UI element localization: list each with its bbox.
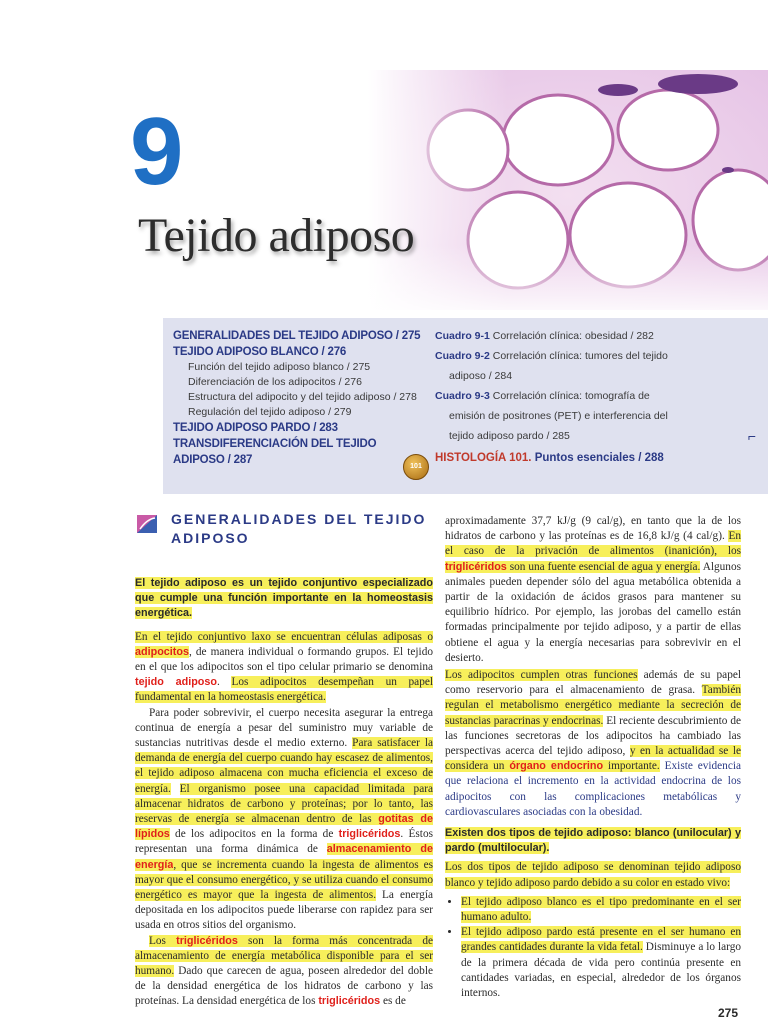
text-run: de los adipocitos en la forma de <box>169 828 339 841</box>
toc-subentry-link[interactable]: Regulación del tejido adiposo / 279 <box>188 406 352 418</box>
key-term: gotitas de lípidos <box>135 813 433 841</box>
text-run: La energía depositada en los adipocitos puede liberarse con rapidez para ser usada en otros sitios del organismo. <box>135 889 433 932</box>
text-run: son una fuente esencial de agua y energía. <box>506 560 701 573</box>
chapter-number: 9 <box>130 98 184 205</box>
text-run: , de manera individual o formando grupos. El tejido en el que los adipocitos son el tipo celular primario se denomina <box>135 645 433 674</box>
chapter-header <box>0 0 768 310</box>
box-title-continued: adiposo / 284 <box>449 370 513 382</box>
text-run: y en la actualidad se le considera un <box>445 745 741 773</box>
bullet-item <box>461 895 741 925</box>
paragraph <box>135 706 433 934</box>
text-run: es de <box>380 995 406 1008</box>
text-run: El tejido adiposo pardo está presente en el ser humano en grandes cantidades durante la vida fetal. <box>461 926 741 954</box>
left-column <box>135 510 433 1010</box>
section-heading: GENERALIDADES DEL TEJIDO ADIPOSO <box>135 510 433 548</box>
clinical-boxes-list <box>435 326 755 466</box>
key-term: tejido adiposo <box>135 676 217 689</box>
text-run: Los adipocitos desempeñan un papel fundamental en la homeostasis energética. <box>135 676 433 704</box>
histology-101-entry[interactable]: HISTOLOGÍA 101. Puntos esenciales / 288 <box>435 452 664 464</box>
clinical-box-entry[interactable] <box>435 346 755 386</box>
box-title: Correlación clínica: tumores del tejido <box>489 350 668 362</box>
box-title-continued: tejido adiposo pardo / 285 <box>449 430 570 442</box>
bullet-list <box>445 895 741 1001</box>
text-run: además de su papel como reservorio para el almacenamiento de grasa. <box>445 669 741 697</box>
text-run: . Éstos representan una forma dinámica de <box>135 828 433 856</box>
text-run: Existe evidencia que relaciona el incremento en la actividad endocrina de los adipocitos con las complicaciones metabólicas y cardiovasculares asociadas con la obesidad. <box>445 760 742 818</box>
text-run: Para poder sobrevivir, el cuerpo necesita asegurar la entrega continua de energía a pesar del suministro muy variable de sustancias nutritivas desde el medio externo. <box>135 706 433 750</box>
chapter-title: Tejido adiposo <box>138 209 415 262</box>
toc-heading-link[interactable]: TEJIDO ADIPOSO PARDO / 283 <box>173 422 338 434</box>
paragraph <box>445 668 741 820</box>
box-label: Cuadro 9-2 <box>435 350 490 362</box>
text-run: También regulan el metabolismo energético mediante la secreción de sustancias paracrinas y endocrinas. <box>445 684 741 727</box>
histology-101-badge-icon: 101 <box>403 454 429 480</box>
contents-list <box>173 328 420 468</box>
toc-subentry-link[interactable]: Diferenciación de los adipocitos / 276 <box>188 376 362 388</box>
text-run: Dado que carecen de agua, poseen alrededor del doble de la densidad energética de los hidratos de carbono y las proteínas. La densidad energética de los <box>135 965 433 1008</box>
toc-subentry-link[interactable]: Función del tejido adiposo blanco / 275 <box>188 361 371 373</box>
key-term: triglicéridos <box>338 828 401 841</box>
text-run: son la forma más concentrada de almacenamiento de energía metabólica disponible para el ser humano. <box>135 934 433 978</box>
toc-heading-link[interactable]: ADIPOSO / 287 <box>173 454 253 466</box>
text-run: Los adipocitos cumplen otras funciones <box>445 669 638 682</box>
key-term: adipocitos <box>135 645 189 658</box>
toc-heading-link[interactable]: TRANSDIFERENCIACIÓN DEL TEJIDO <box>173 438 377 450</box>
adipose-micrograph-image <box>368 70 768 310</box>
clinical-box-entry[interactable] <box>435 386 755 446</box>
box-label: Cuadro 9-1 <box>435 330 490 342</box>
text-run: Disminuye a lo largo de la primera década de vida pero continúa presente en cantidades variadas, en especial, alrededor de los órganos internos. <box>461 941 742 1000</box>
text-run: El organismo posee una capacidad limitada para almacenar hidratos de carbono y proteínas; por lo tanto, las reservas de energía se almacenan dentro de las <box>135 782 433 826</box>
box-title: Correlación clínica: tomografía de <box>489 390 650 402</box>
chapter-contents-box <box>163 318 768 494</box>
key-term: triglicéridos <box>176 934 238 947</box>
box-label: Cuadro 9-3 <box>435 390 490 402</box>
section-marker-icon <box>135 513 159 535</box>
text-run: En el caso de la privación de alimentos (inanición), los <box>445 530 741 558</box>
clinical-box-entry[interactable] <box>435 326 755 346</box>
text-run: Los <box>149 934 177 947</box>
decorative-curl-icon: ⌐ <box>747 428 756 444</box>
paragraph <box>135 934 433 1010</box>
page-number: 275 <box>718 1006 739 1020</box>
paragraph <box>445 514 741 666</box>
paragraph: Los dos tipos de tejido adiposo se denominan tejido adiposo blanco y tejido adiposo pardo debido a su color en estado vivo: <box>445 861 741 889</box>
paragraph <box>135 630 433 706</box>
text-run: Para satisfacer la demanda de energía del cuerpo cuando hay escasez de alimentos, el tejido adiposo almacena con mucha eficiencia el exceso de energía. <box>135 737 434 795</box>
text-run <box>171 783 180 795</box>
text-run: El tejido adiposo blanco es el tipo predominante en el ser humano adulto. <box>461 895 741 924</box>
toc-subentry-link[interactable]: Estructura del adipocito y del tejido adiposo / 278 <box>188 391 417 403</box>
text-run: importante. <box>603 760 660 773</box>
text-run: aproximadamente 37,7 kJ/g (9 cal/g), en tanto que la de los hidratos de carbono y las proteínas es de 16,8 kJ/g (4 cal/g). <box>445 515 741 543</box>
text-run: Algunos animales pueden depender sólo del agua metabólica obtenida a partir de la oxidación de ácidos grasos para mantener su equilibrio hídrico. Por ejemplo, las jorobas del camello están formadas principalmente por tejido adiposo, y a partir de ellas obtiene el agua y la energía necesarias para sobrevivir en el desierto. <box>445 560 741 664</box>
text-run: . <box>217 676 232 689</box>
text-run: El reciente descubrimiento de las funciones secretoras de los adipocitos ha cambiado las perspectivas acerca del tejido adiposo, <box>445 714 741 758</box>
toc-heading-link[interactable]: TEJIDO ADIPOSO BLANCO / 276 <box>173 346 347 358</box>
box-title-continued: emisión de positrones (PET) e interferencia del <box>449 410 668 422</box>
lead-statement: El tejido adiposo es un tejido conjuntivo especializado que cumple una función importante en la homeostasis energética. <box>135 577 433 620</box>
key-term: órgano endocrino <box>509 760 604 773</box>
text-run: En el tejido conjuntivo laxo se encuentran células adiposas o <box>135 630 433 643</box>
key-term: triglicéridos <box>445 560 507 573</box>
subheading: Existen dos tipos de tejido adiposo: blanco (unilocular) y pardo (multilocular). <box>445 827 741 855</box>
text-run: , que se incrementa cuando la ingesta de alimentos es mayor que el consumo energético, y se utiliza cuando el consumo energético es mayor que la ingesta de alimentos. <box>135 858 433 902</box>
right-column <box>445 514 741 1001</box>
key-term: triglicéridos <box>318 995 381 1008</box>
bullet-item <box>461 925 741 1001</box>
key-term: almacenamiento de energía <box>135 843 433 871</box>
box-title: Correlación clínica: obesidad / 282 <box>489 330 654 342</box>
toc-heading-link[interactable]: GENERALIDADES DEL TEJIDO ADIPOSO / 275 <box>173 330 421 342</box>
